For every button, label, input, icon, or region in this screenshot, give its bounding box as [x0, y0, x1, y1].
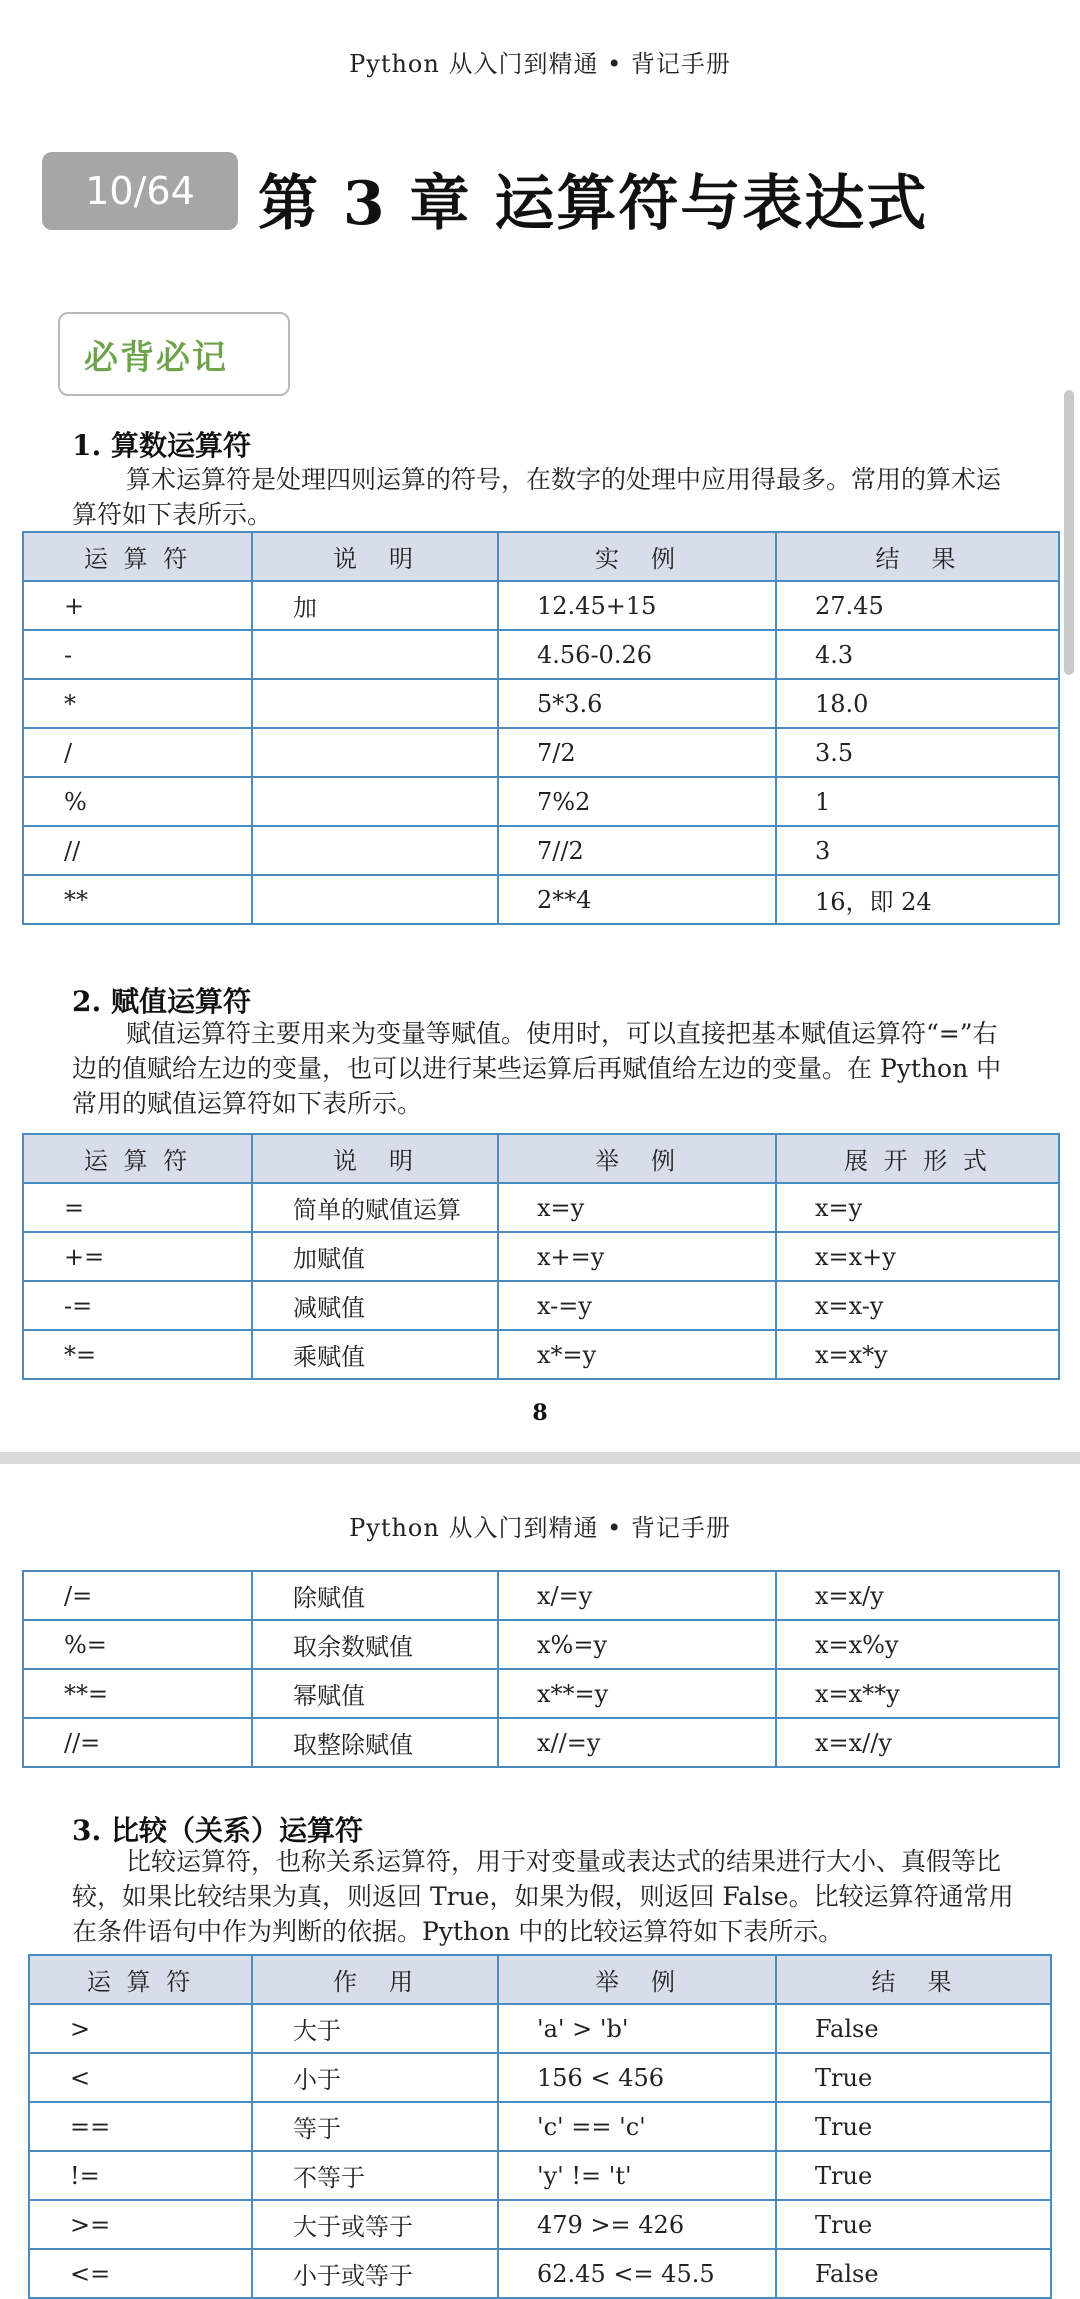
arithmetic-operator-table	[22, 531, 1060, 925]
table-row	[29, 2053, 1051, 2102]
table-header-row	[23, 532, 1059, 581]
example-cell: 'y' != 't'	[498, 2151, 776, 2200]
page-indicator-badge[interactable]: 10/64	[42, 152, 238, 230]
section1-paragraph: 算术运算符是处理四则运算的符号，在数字的处理中应用得最多。常用的算术运算符如下表所示。	[72, 465, 1002, 529]
example-cell: x/=y	[498, 1571, 776, 1620]
table-row	[23, 728, 1059, 777]
description-cell: 幂赋值	[252, 1669, 498, 1718]
table-header-cell: 举 例	[498, 1955, 776, 2004]
result-cell: 18.0	[776, 679, 1059, 728]
operator-cell: ==	[29, 2102, 252, 2151]
description-cell	[252, 826, 498, 875]
table-row	[23, 679, 1059, 728]
expanded-cell: x=x%y	[776, 1620, 1059, 1669]
result-cell: 1	[776, 777, 1059, 826]
table-row	[23, 826, 1059, 875]
example-cell: x-=y	[498, 1281, 776, 1330]
table-header-row	[29, 1955, 1051, 2004]
table-header-cell: 展 开 形 式	[776, 1134, 1059, 1183]
table-row	[23, 1183, 1059, 1232]
expanded-cell: x=x*y	[776, 1330, 1059, 1379]
function-cell: 小于或等于	[252, 2249, 498, 2298]
section3-paragraph: 比较运算符，也称关系运算符，用于对变量或表达式的结果进行大小、真假等比较，如果比较结果为真，则返回 True，如果为假，则返回 False。比较运算符通常用在条件语句中作为判断的依据。Python 中的比较运算符如下表所示。	[72, 1847, 1014, 1946]
operator-cell: +	[23, 581, 252, 630]
table-row	[23, 581, 1059, 630]
operator-cell: -=	[23, 1281, 252, 1330]
expanded-cell: x=x/y	[776, 1571, 1059, 1620]
expanded-cell: x=x-y	[776, 1281, 1059, 1330]
operator-cell: **	[23, 875, 252, 924]
result-cell: False	[776, 2004, 1051, 2053]
table-header-cell: 说 明	[252, 1134, 498, 1183]
table-row	[23, 1718, 1059, 1767]
operator-cell: -	[23, 630, 252, 679]
table-row	[23, 1620, 1059, 1669]
section1-heading: 1. 算数运算符	[72, 429, 251, 462]
operator-cell: /=	[23, 1571, 252, 1620]
result-cell: False	[776, 2249, 1051, 2298]
function-cell: 大于	[252, 2004, 498, 2053]
description-cell: 加	[252, 581, 498, 630]
table-header-cell: 举 例	[498, 1134, 776, 1183]
page-9	[0, 1464, 1080, 2288]
operator-cell: //=	[23, 1718, 252, 1767]
assignment-operator-table-continued	[22, 1570, 1060, 1768]
table-row	[23, 1232, 1059, 1281]
section3-heading: 3. 比较（关系）运算符	[72, 1814, 363, 1847]
expanded-cell: x=x+y	[776, 1232, 1059, 1281]
expanded-cell: x=x//y	[776, 1718, 1059, 1767]
example-cell: 'c' == 'c'	[498, 2102, 776, 2151]
operator-cell: *=	[23, 1330, 252, 1379]
table-row	[29, 2102, 1051, 2151]
table-header-row	[23, 1134, 1059, 1183]
example-cell: x%=y	[498, 1620, 776, 1669]
description-cell: 取余数赋值	[252, 1620, 498, 1669]
example-cell: 5*3.6	[498, 679, 776, 728]
table-row	[23, 777, 1059, 826]
description-cell	[252, 728, 498, 777]
example-cell: x**=y	[498, 1669, 776, 1718]
must-remember-box	[58, 312, 290, 396]
example-cell: 156 < 456	[498, 2053, 776, 2102]
operator-cell: //	[23, 826, 252, 875]
description-cell: 加赋值	[252, 1232, 498, 1281]
table-header-cell: 运 算 符	[29, 1955, 252, 2004]
table-row	[23, 1330, 1059, 1379]
expanded-cell: x=x**y	[776, 1669, 1059, 1718]
table-row	[23, 1281, 1059, 1330]
result-cell: True	[776, 2200, 1051, 2249]
assignment-operator-table	[22, 1133, 1060, 1380]
result-cell: True	[776, 2151, 1051, 2200]
result-cell: True	[776, 2053, 1051, 2102]
result-cell: 27.45	[776, 581, 1059, 630]
function-cell: 小于	[252, 2053, 498, 2102]
example-cell: 62.45 <= 45.5	[498, 2249, 776, 2298]
example-cell: 12.45+15	[498, 581, 776, 630]
function-cell: 不等于	[252, 2151, 498, 2200]
section2-paragraph: 赋值运算符主要用来为变量等赋值。使用时，可以直接把基本赋值运算符“=”右边的值赋给左边的变量，也可以进行某些运算后再赋值给左边的变量。在 Python 中常用的赋值运算符如下表所示。	[72, 1019, 1002, 1118]
table-row	[23, 875, 1059, 924]
example-cell: x+=y	[498, 1232, 776, 1281]
table-row	[29, 2200, 1051, 2249]
description-cell: 取整除赋值	[252, 1718, 498, 1767]
description-cell	[252, 777, 498, 826]
operator-cell: >	[29, 2004, 252, 2053]
example-cell: 2**4	[498, 875, 776, 924]
operator-cell: /	[23, 728, 252, 777]
page-number: 8	[532, 1400, 548, 1426]
result-cell: True	[776, 2102, 1051, 2151]
example-cell: x=y	[498, 1183, 776, 1232]
expanded-cell: x=y	[776, 1183, 1059, 1232]
description-cell	[252, 875, 498, 924]
result-cell: 16，即 24	[776, 875, 1059, 924]
table-header-cell: 运 算 符	[23, 1134, 252, 1183]
table-row	[29, 2151, 1051, 2200]
operator-cell: *	[23, 679, 252, 728]
table-header-cell: 说 明	[252, 532, 498, 581]
example-cell: 7//2	[498, 826, 776, 875]
table-row	[23, 1669, 1059, 1718]
table-header-cell: 运 算 符	[23, 532, 252, 581]
description-cell: 乘赋值	[252, 1330, 498, 1379]
table-row	[29, 2004, 1051, 2053]
example-cell: 4.56-0.26	[498, 630, 776, 679]
page-separator	[0, 1452, 1080, 1464]
table-header-cell: 结 果	[776, 1955, 1051, 2004]
operator-cell: !=	[29, 2151, 252, 2200]
running-header: Python 从入门到精通 • 背记手册	[349, 50, 731, 78]
description-cell	[252, 679, 498, 728]
operator-cell: <	[29, 2053, 252, 2102]
operator-cell: %=	[23, 1620, 252, 1669]
section2-heading: 2. 赋值运算符	[72, 985, 251, 1018]
scrollbar-thumb[interactable]	[1064, 390, 1074, 675]
chapter-title: 第 3 章 运算符与表达式	[258, 169, 929, 239]
table-row	[23, 1571, 1059, 1620]
description-cell: 除赋值	[252, 1571, 498, 1620]
operator-cell: +=	[23, 1232, 252, 1281]
result-cell: 3	[776, 826, 1059, 875]
running-header: Python 从入门到精通 • 背记手册	[349, 1514, 731, 1542]
table-header-cell: 作 用	[252, 1955, 498, 2004]
comparison-operator-table	[28, 1954, 1052, 2299]
example-cell: 479 >= 426	[498, 2200, 776, 2249]
example-cell: 7%2	[498, 777, 776, 826]
must-remember-label: 必背必记	[84, 337, 228, 378]
example-cell: x//=y	[498, 1718, 776, 1767]
operator-cell: =	[23, 1183, 252, 1232]
table-row	[29, 2249, 1051, 2298]
result-cell: 4.3	[776, 630, 1059, 679]
description-cell	[252, 630, 498, 679]
table-header-cell: 实 例	[498, 532, 776, 581]
function-cell: 大于或等于	[252, 2200, 498, 2249]
operator-cell: %	[23, 777, 252, 826]
operator-cell: <=	[29, 2249, 252, 2298]
function-cell: 等于	[252, 2102, 498, 2151]
operator-cell: >=	[29, 2200, 252, 2249]
example-cell: 'a' > 'b'	[498, 2004, 776, 2053]
result-cell: 3.5	[776, 728, 1059, 777]
description-cell: 简单的赋值运算	[252, 1183, 498, 1232]
example-cell: 7/2	[498, 728, 776, 777]
example-cell: x*=y	[498, 1330, 776, 1379]
operator-cell: **=	[23, 1669, 252, 1718]
table-row	[23, 630, 1059, 679]
table-header-cell: 结 果	[776, 532, 1059, 581]
description-cell: 减赋值	[252, 1281, 498, 1330]
